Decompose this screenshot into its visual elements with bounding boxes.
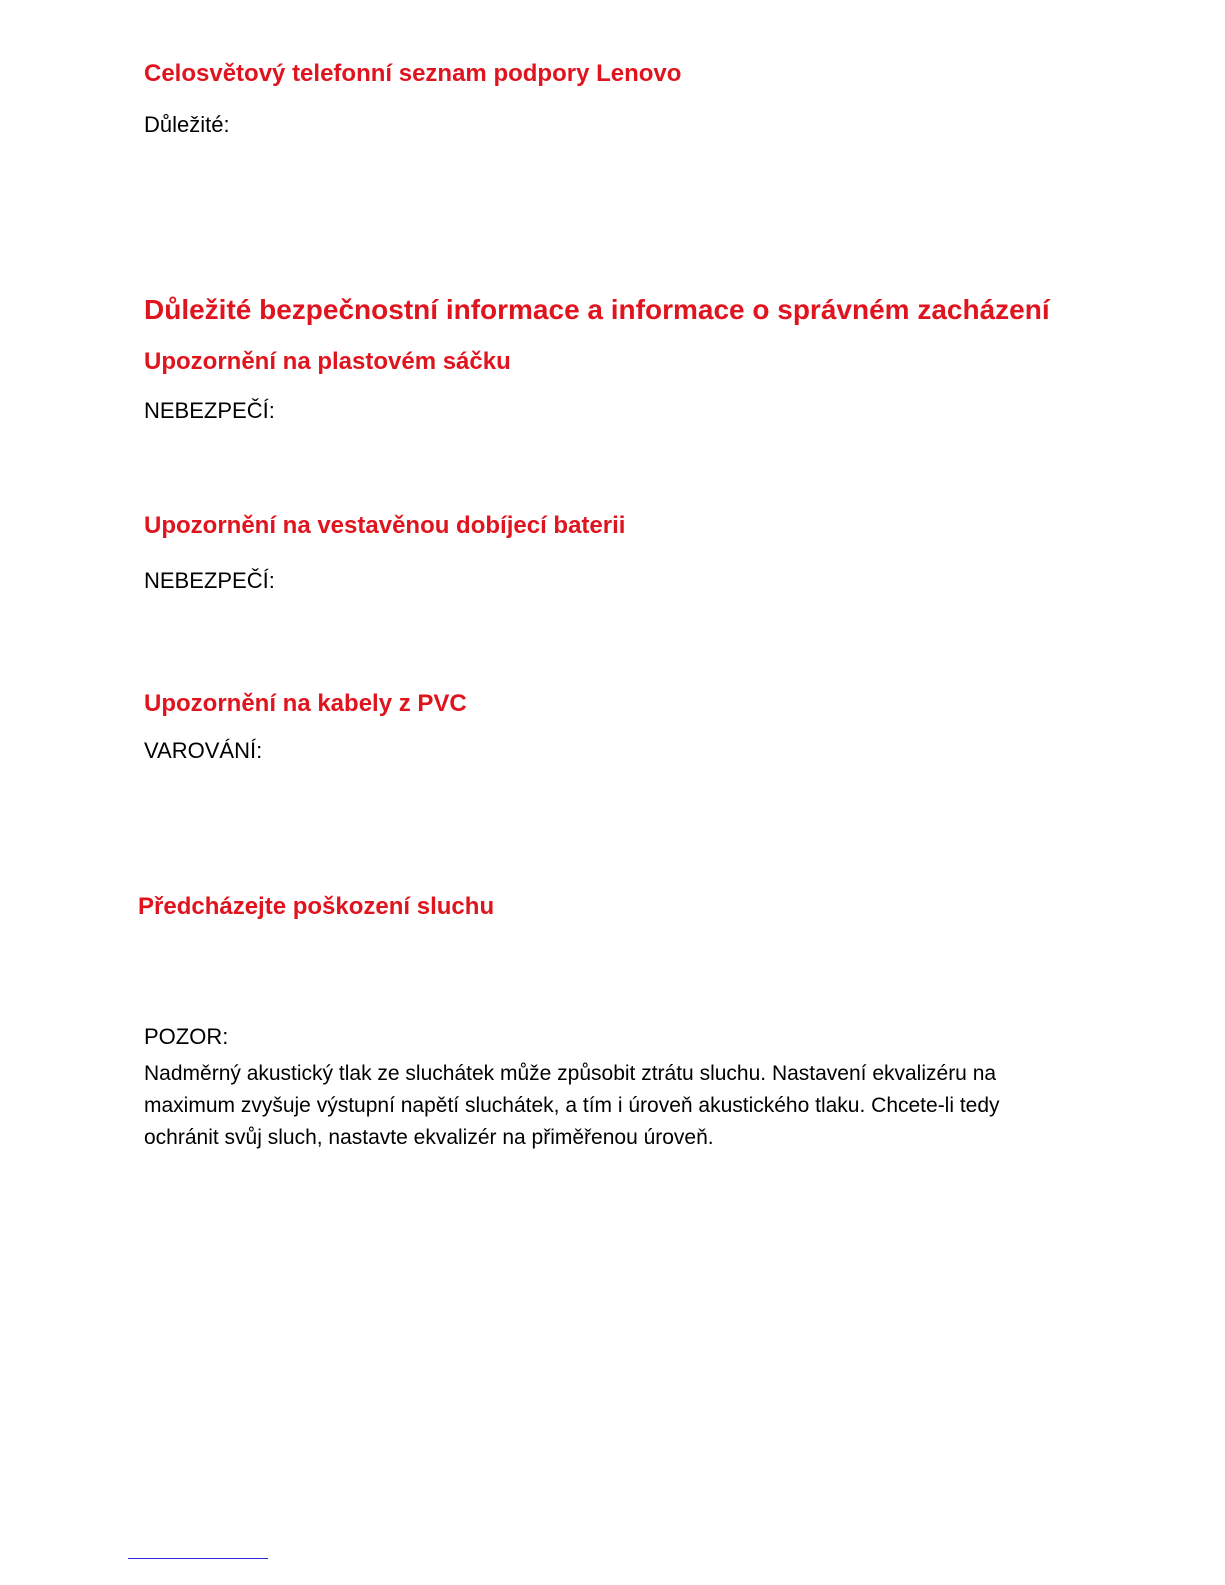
hearing-paragraph-line: Nadměrný akustický tlak ze sluchátek může způsobit ztrátu sluchu. Nastavení ekvalizéru na bbox=[144, 1062, 997, 1085]
hearing-paragraph bbox=[144, 1058, 1084, 1154]
plastic-bag-danger-label: NEBEZPEČÍ: bbox=[144, 398, 275, 423]
important-label: Důležité: bbox=[144, 112, 230, 137]
hearing-paragraph-line: maximum zvyšuje výstupní napětí sluchátek, a tím i úroveň akustického tlaku. Chcete-li tedy bbox=[144, 1094, 1000, 1117]
battery-heading: Upozornění na vestavěnou dobíjecí baterii bbox=[144, 512, 626, 539]
hearing-heading: Předcházejte poškození sluchu bbox=[138, 893, 495, 920]
footer-rule bbox=[128, 1558, 268, 1559]
support-list-heading: Celosvětový telefonní seznam podpory Lenovo bbox=[144, 60, 682, 87]
hearing-paragraph-line: ochránit svůj sluch, nastavte ekvalizér na přiměřenou úroveň. bbox=[144, 1126, 714, 1149]
pvc-cables-heading: Upozornění na kabely z PVC bbox=[144, 690, 467, 717]
plastic-bag-heading: Upozornění na plastovém sáčku bbox=[144, 348, 511, 375]
battery-danger-label: NEBEZPEČÍ: bbox=[144, 568, 275, 593]
caution-label: POZOR: bbox=[144, 1024, 229, 1049]
safety-heading: Důležité bezpečnostní informace a informace o správném zacházení bbox=[144, 294, 1050, 325]
pvc-warning-label: VAROVÁNÍ: bbox=[144, 738, 263, 763]
